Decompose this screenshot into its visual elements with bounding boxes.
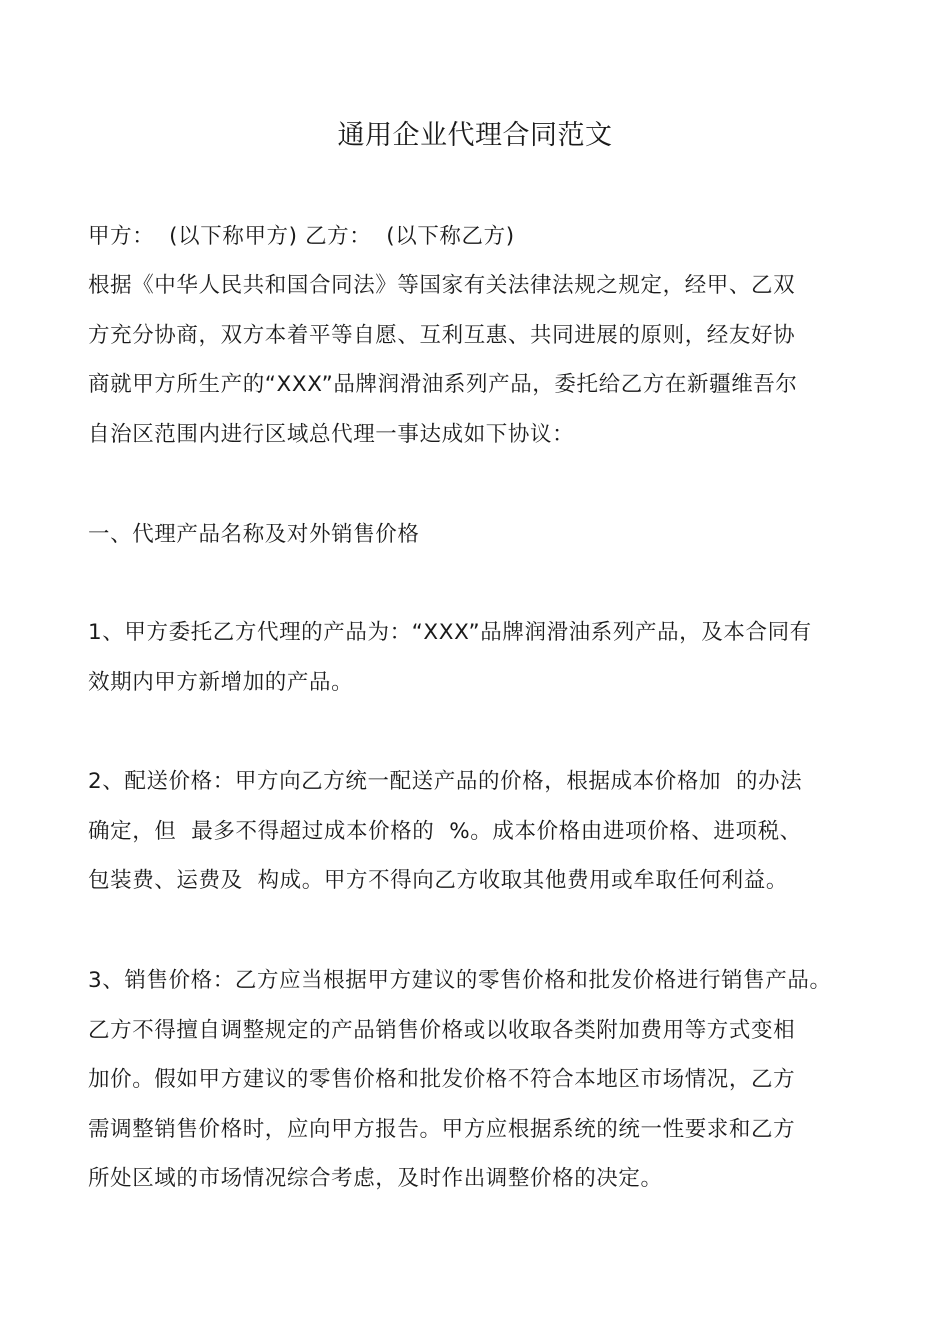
clause-1 <box>88 608 878 707</box>
intro-line: 根据《中华人民共和国合同法》等国家有关法律法规之规定，经甲、乙双 <box>88 273 796 298</box>
clause-1-line: 效期内甲方新增加的产品。 <box>88 669 354 695</box>
clause-3-line: 需调整销售价格时，应向甲方报告。甲方应根据系统的统一性要求和乙方 <box>88 1116 796 1142</box>
section-heading <box>88 510 878 560</box>
clause-1-line: 1、甲方委托乙方代理的产品为：“XXX”品牌润滑油系列产品，及本合同有 <box>88 620 812 645</box>
clause-3-line: 3、销售价格：乙方应当根据甲方建议的零售价格和批发价格进行销售产品。 <box>88 968 832 993</box>
intro-line: 方充分协商，双方本着平等自愿、互利互惠、共同进展的原则，经友好协 <box>88 322 796 348</box>
clause-2-line: 包装费、运费及 构成。甲方不得向乙方收取其他费用或牟取任何利益。 <box>88 868 788 893</box>
clause-3-line: 加价。假如甲方建议的零售价格和批发价格不符合本地区市场情况，乙方 <box>88 1067 796 1092</box>
section-heading-text: 一、代理产品名称及对外销售价格 <box>88 522 420 547</box>
clause-3-line: 所处区域的市场情况综合考虑，及时作出调整价格的决定。 <box>88 1166 663 1191</box>
clause-3 <box>88 956 878 1204</box>
intro-paragraph <box>88 261 878 459</box>
intro-line: 商就甲方所生产的“XXX”品牌润滑油系列产品，委托给乙方在新疆维吾尔 <box>88 372 798 397</box>
parties-line <box>88 212 878 262</box>
clause-2-line: 确定，但 最多不得超过成本价格的 %。成本价格由进项价格、进项税、 <box>88 818 802 844</box>
clause-2-line: 2、配送价格：甲方向乙方统一配送产品的价格，根据成本价格加 的办法 <box>88 769 803 794</box>
clause-2 <box>88 757 878 906</box>
clause-3-line: 乙方不得擅自调整规定的产品销售价格或以收取各类附加费用等方式变相 <box>88 1017 796 1043</box>
intro-line: 自治区范围内进行区域总代理一事达成如下协议： <box>88 421 575 447</box>
parties-line-text: 甲方： (以下称甲方) 乙方： (以下称乙方) <box>88 224 515 249</box>
document-title: 通用企业代理合同范文 <box>337 120 613 151</box>
